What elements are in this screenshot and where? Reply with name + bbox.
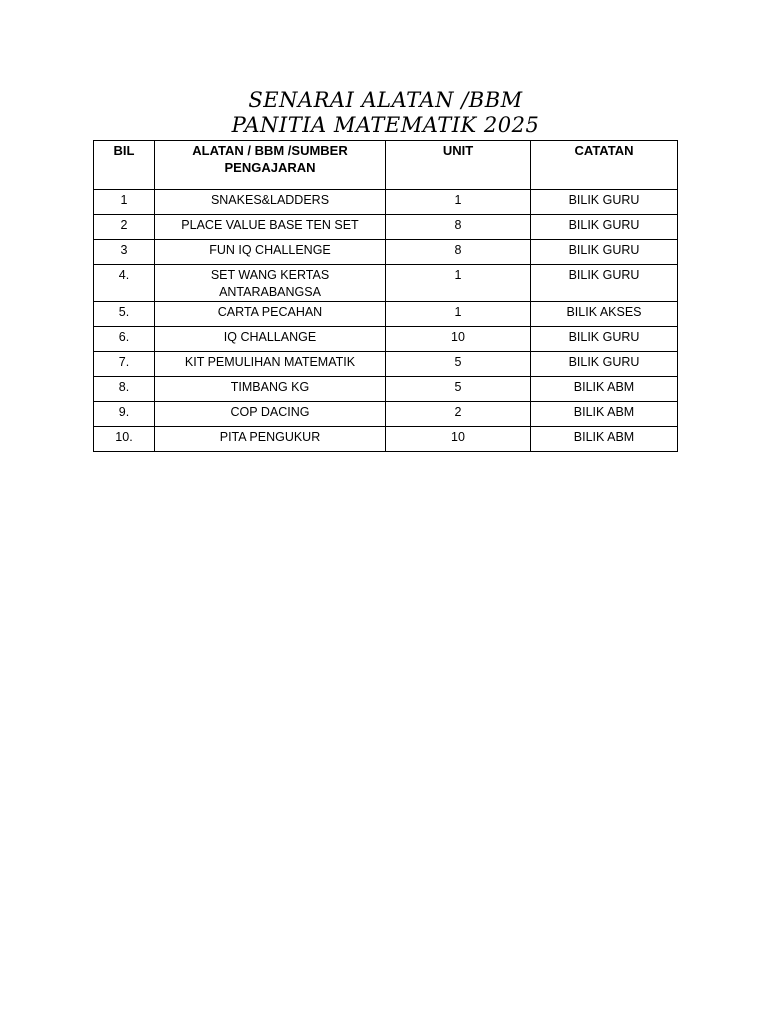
cell-bil: 1 — [94, 190, 155, 215]
cell-catatan: BILIK GURU — [531, 215, 678, 240]
cell-unit: 2 — [386, 402, 531, 427]
cell-bil: 8. — [94, 377, 155, 402]
cell-catatan: BILIK GURU — [531, 190, 678, 215]
table-row — [94, 402, 678, 427]
cell-bil: 4. — [94, 265, 155, 302]
title-line-1: SENARAI ALATAN /BBM — [248, 88, 523, 112]
cell-bil: 7. — [94, 352, 155, 377]
cell-alatan: IQ CHALLANGE — [155, 327, 386, 352]
cell-catatan: BILIK AKSES — [531, 302, 678, 327]
header-catatan: CATATAN — [531, 141, 678, 190]
cell-unit: 8 — [386, 215, 531, 240]
header-unit: UNIT — [386, 141, 531, 190]
cell-unit: 1 — [386, 190, 531, 215]
cell-bil: 3 — [94, 240, 155, 265]
cell-catatan: BILIK GURU — [531, 265, 678, 302]
table-row — [94, 427, 678, 452]
table-row — [94, 327, 678, 352]
cell-catatan: BILIK ABM — [531, 377, 678, 402]
cell-alatan: KIT PEMULIHAN MATEMATIK — [155, 352, 386, 377]
table-row — [94, 240, 678, 265]
cell-catatan: BILIK ABM — [531, 402, 678, 427]
cell-alatan: PITA PENGUKUR — [155, 427, 386, 452]
cell-unit: 5 — [386, 352, 531, 377]
table-body — [94, 190, 678, 452]
cell-bil: 10. — [94, 427, 155, 452]
cell-catatan: BILIK GURU — [531, 352, 678, 377]
equipment-table — [93, 140, 678, 452]
cell-alatan: FUN IQ CHALLENGE — [155, 240, 386, 265]
table-row — [94, 352, 678, 377]
cell-alatan: CARTA PECAHAN — [155, 302, 386, 327]
cell-bil: 5. — [94, 302, 155, 327]
cell-unit: 1 — [386, 302, 531, 327]
header-bil: BIL — [94, 141, 155, 190]
table-row — [94, 190, 678, 215]
cell-unit: 10 — [386, 327, 531, 352]
table-row — [94, 265, 678, 302]
table-row — [94, 215, 678, 240]
cell-unit: 8 — [386, 240, 531, 265]
cell-alatan: TIMBANG KG — [155, 377, 386, 402]
cell-bil: 9. — [94, 402, 155, 427]
table-header-row — [94, 141, 678, 190]
cell-catatan: BILIK GURU — [531, 240, 678, 265]
cell-alatan: SET WANG KERTAS ANTARABANGSA — [155, 265, 386, 302]
table-row — [94, 302, 678, 327]
cell-alatan: SNAKES&LADDERS — [155, 190, 386, 215]
cell-alatan: COP DACING — [155, 402, 386, 427]
title-line-2: PANITIA MATEMATIK 2025 — [231, 113, 540, 137]
cell-catatan: BILIK GURU — [531, 327, 678, 352]
cell-catatan: BILIK ABM — [531, 427, 678, 452]
cell-unit: 5 — [386, 377, 531, 402]
header-alatan: ALATAN / BBM /SUMBER PENGAJARAN — [155, 141, 386, 190]
cell-bil: 2 — [94, 215, 155, 240]
cell-unit: 1 — [386, 265, 531, 302]
cell-alatan: PLACE VALUE BASE TEN SET — [155, 215, 386, 240]
table-row — [94, 377, 678, 402]
cell-bil: 6. — [94, 327, 155, 352]
cell-unit: 10 — [386, 427, 531, 452]
document-title — [94, 88, 677, 138]
